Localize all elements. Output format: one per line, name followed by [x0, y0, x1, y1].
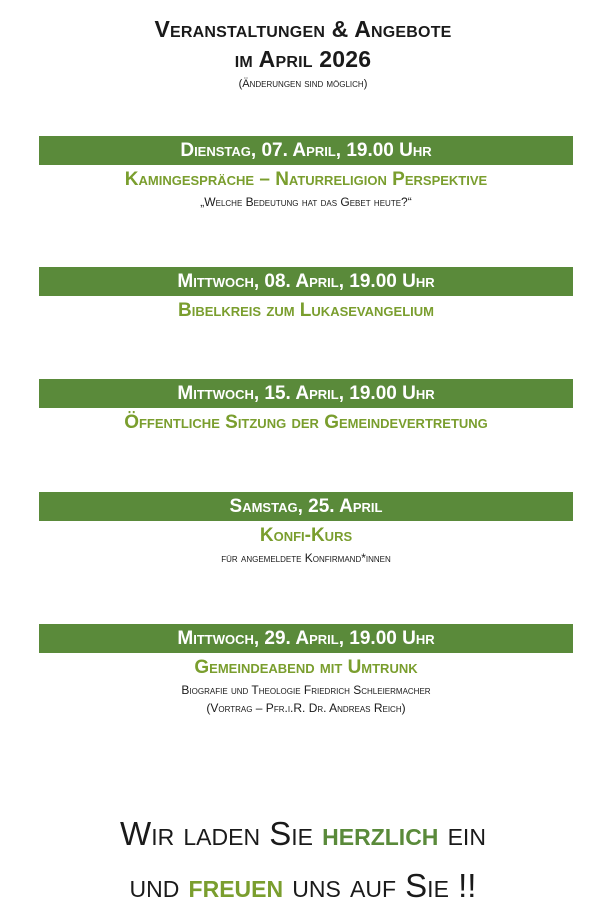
event-1: [39, 136, 573, 211]
closing-text: ein: [438, 815, 486, 852]
event-5: [39, 624, 573, 717]
header-title-line1: Veranstaltungen & Angebote: [154, 16, 452, 42]
closing-line-1: [0, 808, 606, 860]
closing-text: uns auf Sie !!: [283, 867, 477, 904]
event-date-bar: Mittwoch, 15. April, 19.00 Uhr: [39, 379, 573, 408]
event-subtitle: „Welche Bedeutung hat das Gebet heute?“: [200, 195, 412, 209]
page-header: [0, 14, 606, 92]
event-date-bar: Mittwoch, 08. April, 19.00 Uhr: [39, 267, 573, 296]
closing-highlight: herzlich: [322, 815, 439, 852]
event-title: Gemeindeabend mit Umtrunk: [194, 657, 418, 678]
closing-text: und: [129, 867, 189, 904]
event-subtitle: Biografie und Theologie Friedrich Schleiermacher: [181, 683, 431, 697]
event-date-bar: Samstag, 25. April: [39, 492, 573, 521]
event-subtitle: für angemeldete Konfirmand*innen: [221, 551, 391, 565]
header-title-line2: im April 2026: [234, 46, 372, 72]
header-note: (Änderungen sind möglich): [238, 78, 368, 90]
event-title: Konfi-Kurs: [259, 525, 353, 546]
event-title: Öffentliche Sitzung der Gemeindevertretung: [124, 412, 488, 433]
closing-message: [0, 808, 606, 912]
closing-text: Wir laden Sie: [120, 815, 323, 852]
event-title: Bibelkreis zum Lukasevangelium: [178, 300, 434, 321]
event-date-bar: Mittwoch, 29. April, 19.00 Uhr: [39, 624, 573, 653]
closing-highlight: freuen: [188, 867, 284, 904]
closing-line-2: [0, 860, 606, 912]
event-4: [39, 492, 573, 567]
event-date-bar: Dienstag, 07. April, 19.00 Uhr: [39, 136, 573, 165]
event-3: [39, 379, 573, 436]
event-2: [39, 267, 573, 324]
event-title: Kamingespräche – Naturreligion Perspektive: [124, 169, 488, 190]
event-subtitle: (Vortrag – Pfr.i.R. Dr. Andreas Reich): [206, 701, 406, 715]
